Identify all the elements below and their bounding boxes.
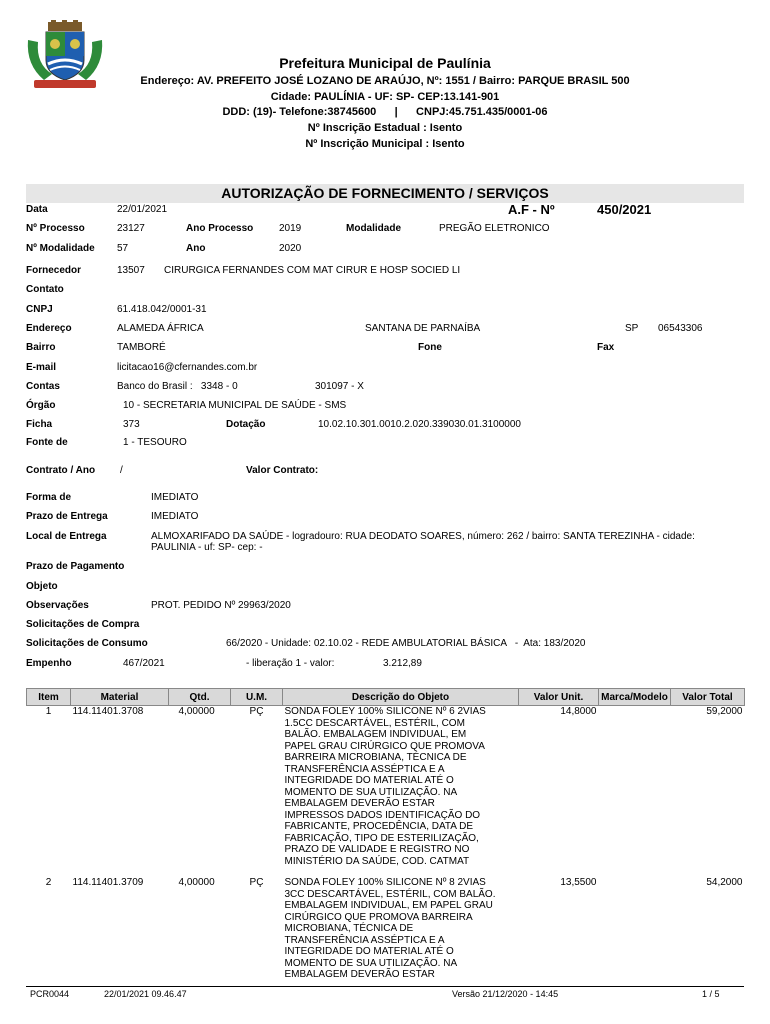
fone-label: Fone [418, 342, 442, 353]
table-row [27, 706, 745, 868]
row-spacer [27, 867, 745, 877]
description-line: MOMENTO DE SUA UTILIZAÇÃO. NA [284, 957, 458, 969]
processo-label: Nº Processo [26, 223, 85, 234]
brand-cell [599, 706, 671, 868]
description-line: PRAZO DE VALIDADE E REGISTRO NO [284, 844, 470, 855]
um-cell: PÇ [249, 877, 264, 888]
processo-value: 23127 [117, 223, 145, 234]
org-inscr-estadual: Nº Inscrição Estadual : Isento [307, 122, 463, 134]
ano-value: 2020 [279, 243, 302, 254]
orgao-label: Órgão [26, 400, 56, 411]
footer-rule [26, 986, 744, 987]
item-cell: 1 [45, 706, 52, 717]
org-inscr-municipal: Nº Inscrição Municipal : Isento [305, 138, 465, 150]
prazo-entrega-label: Prazo de Entrega [26, 511, 108, 522]
qtd-cell: 4,00000 [178, 706, 215, 717]
description-cell [283, 877, 519, 981]
total-value-cell: 54,2000 [706, 877, 743, 888]
description-line: FABRICAÇÃO, TIPO DE ESTERILIZAÇÃO, [284, 832, 479, 844]
unit-value-cell: 14,8000 [560, 706, 597, 717]
dotacao-label: Dotação [226, 419, 266, 430]
local-label: Local de Entrega [26, 531, 107, 542]
modalidade-label: Modalidade [346, 223, 402, 234]
local-value-2: PAULINIA - uf: SP- cep: - [151, 542, 263, 553]
email-value: licitacao16@cfernandes.com.br [117, 362, 258, 373]
ano-processo-label: Ano Processo [186, 223, 254, 234]
description-line: INTEGRIDADE DO MATERIAL ATÉ O [284, 775, 454, 786]
af-label: A.F - Nº [508, 202, 555, 217]
description-line: IMPRESSOS DADOS IDENTIFICAÇÃO DO [284, 809, 481, 821]
local-value-1: ALMOXARIFADO DA SAÚDE - logradouro: RUA DEODATO SOARES, número: 262 / bairro: SANTA TEREZINHA - cidade: [151, 531, 695, 542]
fornecedor-name: CIRURGICA FERNANDES COM MAT CIRUR E HOSP SOCIED LI [164, 265, 461, 276]
af-number: 450/2021 [597, 202, 652, 217]
description-line: MINISTÉRIO DA SAÚDE, COD. CATMAT [284, 855, 470, 867]
sol-compra-label: Solicitações de Compra [26, 619, 140, 630]
description-line: BARREIRA MICROBIANA, TÉCNICA DE [284, 752, 467, 763]
col-header-item: Item [27, 689, 71, 706]
email-label: E-mail [26, 362, 57, 373]
description-line: TRANSFERÊNCIA ASSÉPTICA E A [284, 763, 445, 775]
fornecedor-code: 13507 [117, 265, 145, 276]
description-line: FABRICANTE, PROCEDÊNCIA, DATA DE [284, 821, 474, 832]
brand-cell [599, 877, 671, 981]
col-header-marca: Marca/Modelo [599, 689, 671, 706]
col-header-material: Material [71, 689, 169, 706]
empenho-label: Empenho [26, 658, 72, 669]
material-cell: 114.11401.3708 [72, 706, 144, 717]
row-spacer-cell [27, 867, 745, 877]
contrato-value: / [120, 465, 123, 476]
forma-value: IMEDIATO [151, 492, 199, 503]
col-header-um: U.M. [231, 689, 283, 706]
empenho-value: 467/2021 [123, 658, 165, 669]
description-line: 3CC DESCARTÁVEL, ESTÉRIL, COM BALÃO. [284, 888, 496, 900]
contas-account: 301097 - X [315, 381, 364, 392]
ficha-label: Ficha [26, 419, 53, 430]
data-label: Data [26, 204, 48, 215]
unit-value-cell: 13,5500 [560, 877, 597, 888]
valor-contrato-label: Valor Contrato: [246, 465, 319, 476]
description-line: EMBALAGEM DEVERÃO ESTAR [284, 969, 435, 980]
qtd-cell: 4,00000 [178, 877, 215, 888]
table-header-row [27, 689, 745, 706]
empenho-total: 3.212,89 [383, 658, 422, 669]
fonte-label: Fonte de [26, 437, 68, 448]
bairro-value: TAMBORÉ [117, 342, 166, 353]
org-address: Endereço: AV. PREFEITO JOSÉ LOZANO DE ARAÚJO, Nº: 1551 / Bairro: PARQUE BRASIL 500 [140, 75, 630, 87]
orgao-value: 10 - SECRETARIA MUNICIPAL DE SAÚDE - SMS [123, 400, 347, 411]
contato-label: Contato [26, 284, 64, 295]
col-header-valor-total: Valor Total [671, 689, 745, 706]
description-line: MICROBIANA, TÉCNICA DE [284, 923, 414, 934]
description-line: CIRÚRGICO QUE PROMOVA BARREIRA [284, 911, 473, 923]
ano-processo-value: 2019 [279, 223, 302, 234]
num-modalidade-label: Nº Modalidade [26, 243, 95, 254]
objeto-label: Objeto [26, 581, 58, 592]
total-value-cell: 59,2000 [706, 706, 743, 717]
modalidade-value: PREGÃO ELETRONICO [439, 223, 550, 234]
forma-label: Forma de [26, 492, 72, 503]
org-city: Cidade: PAULÍNIA - UF: SP- CEP:13.141-901 [270, 91, 500, 103]
prazo-pagamento-label: Prazo de Pagamento [26, 561, 125, 572]
num-modalidade-value: 57 [117, 243, 129, 254]
footer-datetime: 22/01/2021 09.46.47 [104, 989, 187, 999]
dotacao-value: 10.02.10.301.0010.2.020.339030.01.3100000 [318, 419, 521, 430]
um-cell: PÇ [249, 706, 264, 717]
uf-value: SP [625, 323, 639, 334]
items-table [26, 688, 745, 981]
description-line: BALÃO. EMBALAGEM INDIVIDUAL, EM [284, 729, 467, 740]
col-header-descricao: Descrição do Objeto [283, 689, 519, 706]
ficha-value: 373 [123, 419, 140, 430]
footer-page: 1 / 5 [702, 989, 720, 999]
sol-consumo-label: Solicitações de Consumo [26, 638, 148, 649]
observacoes-label: Observações [26, 600, 89, 611]
fax-label: Fax [597, 342, 615, 353]
description-line: PAPEL GRAU CIRÚRGICO QUE PROMOVA [284, 740, 485, 752]
description-line: TRANSFERÊNCIA ASSÉPTICA E A [284, 934, 445, 946]
cnpj-value: 61.418.042/0001-31 [117, 304, 207, 315]
description-line: 1.5CC DESCARTÁVEL, ESTÉRIL, COM [284, 717, 465, 729]
bairro-label: Bairro [26, 342, 56, 353]
table-row [27, 877, 745, 981]
description-line: INTEGRIDADE DO MATERIAL ATÉ O [284, 946, 454, 957]
description-line: SONDA FOLEY 100% SILICONE Nº 8 2VIAS [284, 877, 486, 888]
sol-consumo-value: 66/2020 - Unidade: 02.10.02 - REDE AMBULATORIAL BÁSICA - Ata: 183/2020 [226, 638, 586, 649]
contas-bank: Banco do Brasil : 3348 - 0 [117, 381, 238, 392]
data-value: 22/01/2021 [117, 204, 168, 215]
liberacao-value: - liberação 1 - valor: [246, 658, 335, 669]
description-line: EMBALAGEM DEVERÃO ESTAR [284, 798, 435, 809]
footer-version: Versão 21/12/2020 - 14:45 [452, 989, 559, 999]
fornecedor-label: Fornecedor [26, 265, 82, 276]
description-line: EMBALAGEM INDIVIDUAL, EM PAPEL GRAU [284, 900, 493, 911]
footer-code: PCR0044 [30, 989, 70, 999]
col-header-valor-unit: Valor Unit. [519, 689, 599, 706]
cnpj-label: CNPJ [26, 304, 53, 315]
description-cell [283, 706, 519, 868]
observacoes-value: PROT. PEDIDO Nº 29963/2020 [151, 600, 291, 611]
ano-label: Ano [186, 243, 206, 254]
cep-value: 06543306 [658, 323, 703, 334]
col-header-qtd: Qtd. [169, 689, 231, 706]
document-title: AUTORIZAÇÃO DE FORNECIMENTO / SERVIÇOS [221, 185, 549, 201]
description-line: MOMENTO DE SUA UTILIZAÇÃO. NA [284, 786, 458, 798]
endereco-value: ALAMEDA ÁFRICA [117, 323, 204, 334]
fonte-value: 1 - TESOURO [123, 437, 187, 448]
endereco-label: Endereço [26, 323, 72, 334]
description-line: SONDA FOLEY 100% SILICONE Nº 6 2VIAS [284, 706, 486, 717]
prazo-entrega-value: IMEDIATO [151, 511, 199, 522]
cidade-value: SANTANA DE PARNAÍBA [365, 323, 481, 334]
org-name: Prefeitura Municipal de Paulínia [279, 55, 491, 71]
item-cell: 2 [45, 877, 52, 888]
org-phone-cnpj: DDD: (19)- Telefone:38745600 | CNPJ:45.751.435/0001-06 [222, 106, 548, 118]
material-cell: 114.11401.3709 [72, 877, 144, 888]
contrato-label: Contrato / Ano [26, 465, 96, 476]
contas-label: Contas [26, 381, 60, 392]
